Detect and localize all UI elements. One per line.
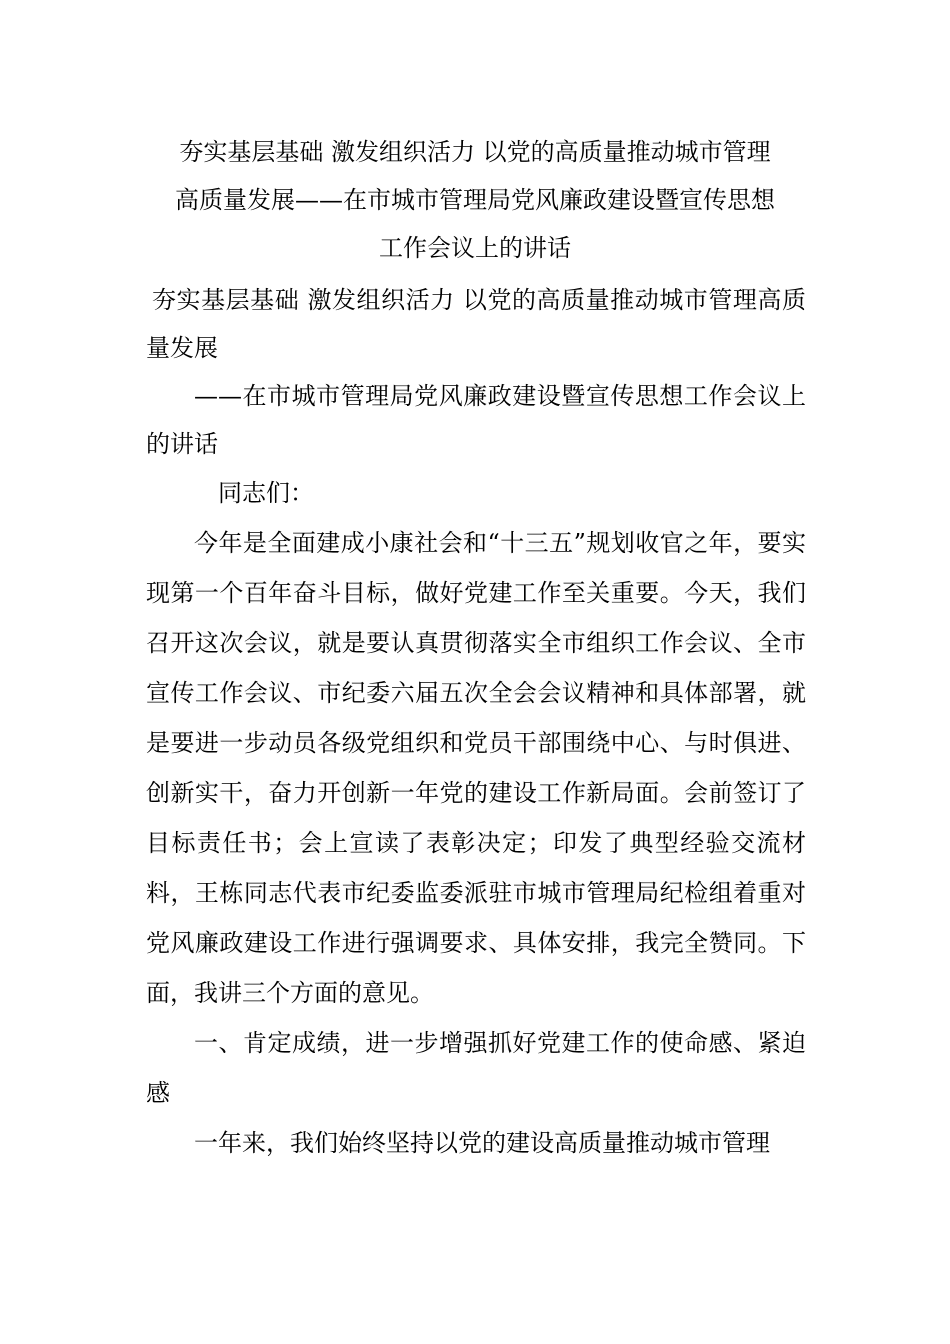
paragraph-1: 今年是全面建成小康社会和“十三五”规划收官之年，要实现第一个百年奋斗目标，做好党建工作至关重要。今天，我们召开这次会议，就是要认真贯彻落实全市组织工作会议、全市宣传工作会议、市纪委六届五次全会会议精神和具体部署，就是要进一步动员各级党组织和党员干部围绕中心、与时俱进、创新实干，奋力开创新一年党的建设工作新局面。会前签订了目标责任书；会上宣读了表彰决定；印发了典型经验交流材料，王栋同志代表市纪委监委派驻市城市管理局纪检组着重对党风廉政建设工作进行强调要求、具体安排，我完全赞同。下面，我讲三个方面的意见。 xyxy=(146,529,806,1007)
salutation: 同志们： xyxy=(218,479,314,507)
document-title xyxy=(150,128,800,272)
title-line-1: 夯实基层基础 激发组织活力 以党的高质量推动城市管理 xyxy=(179,138,771,166)
title-line-3: 工作会议上的讲话 xyxy=(379,234,571,262)
section-1-heading: 一、肯定成绩，进一步增强抓好党建工作的使命感、紧迫感 xyxy=(146,1029,806,1107)
speech-heading: 夯实基层基础 激发组织活力 以党的高质量推动城市管理高质量发展 xyxy=(146,286,806,362)
speech-subheading: ——在市城市管理局党风廉政建设暨宣传思想工作会议上的讲话 xyxy=(146,382,806,458)
document-body xyxy=(146,276,806,1168)
paragraph-2: 一年来，我们始终坚持以党的建设高质量推动城市管理 xyxy=(194,1129,770,1157)
title-line-2: 高质量发展——在市城市管理局党风廉政建设暨宣传思想 xyxy=(175,186,775,214)
